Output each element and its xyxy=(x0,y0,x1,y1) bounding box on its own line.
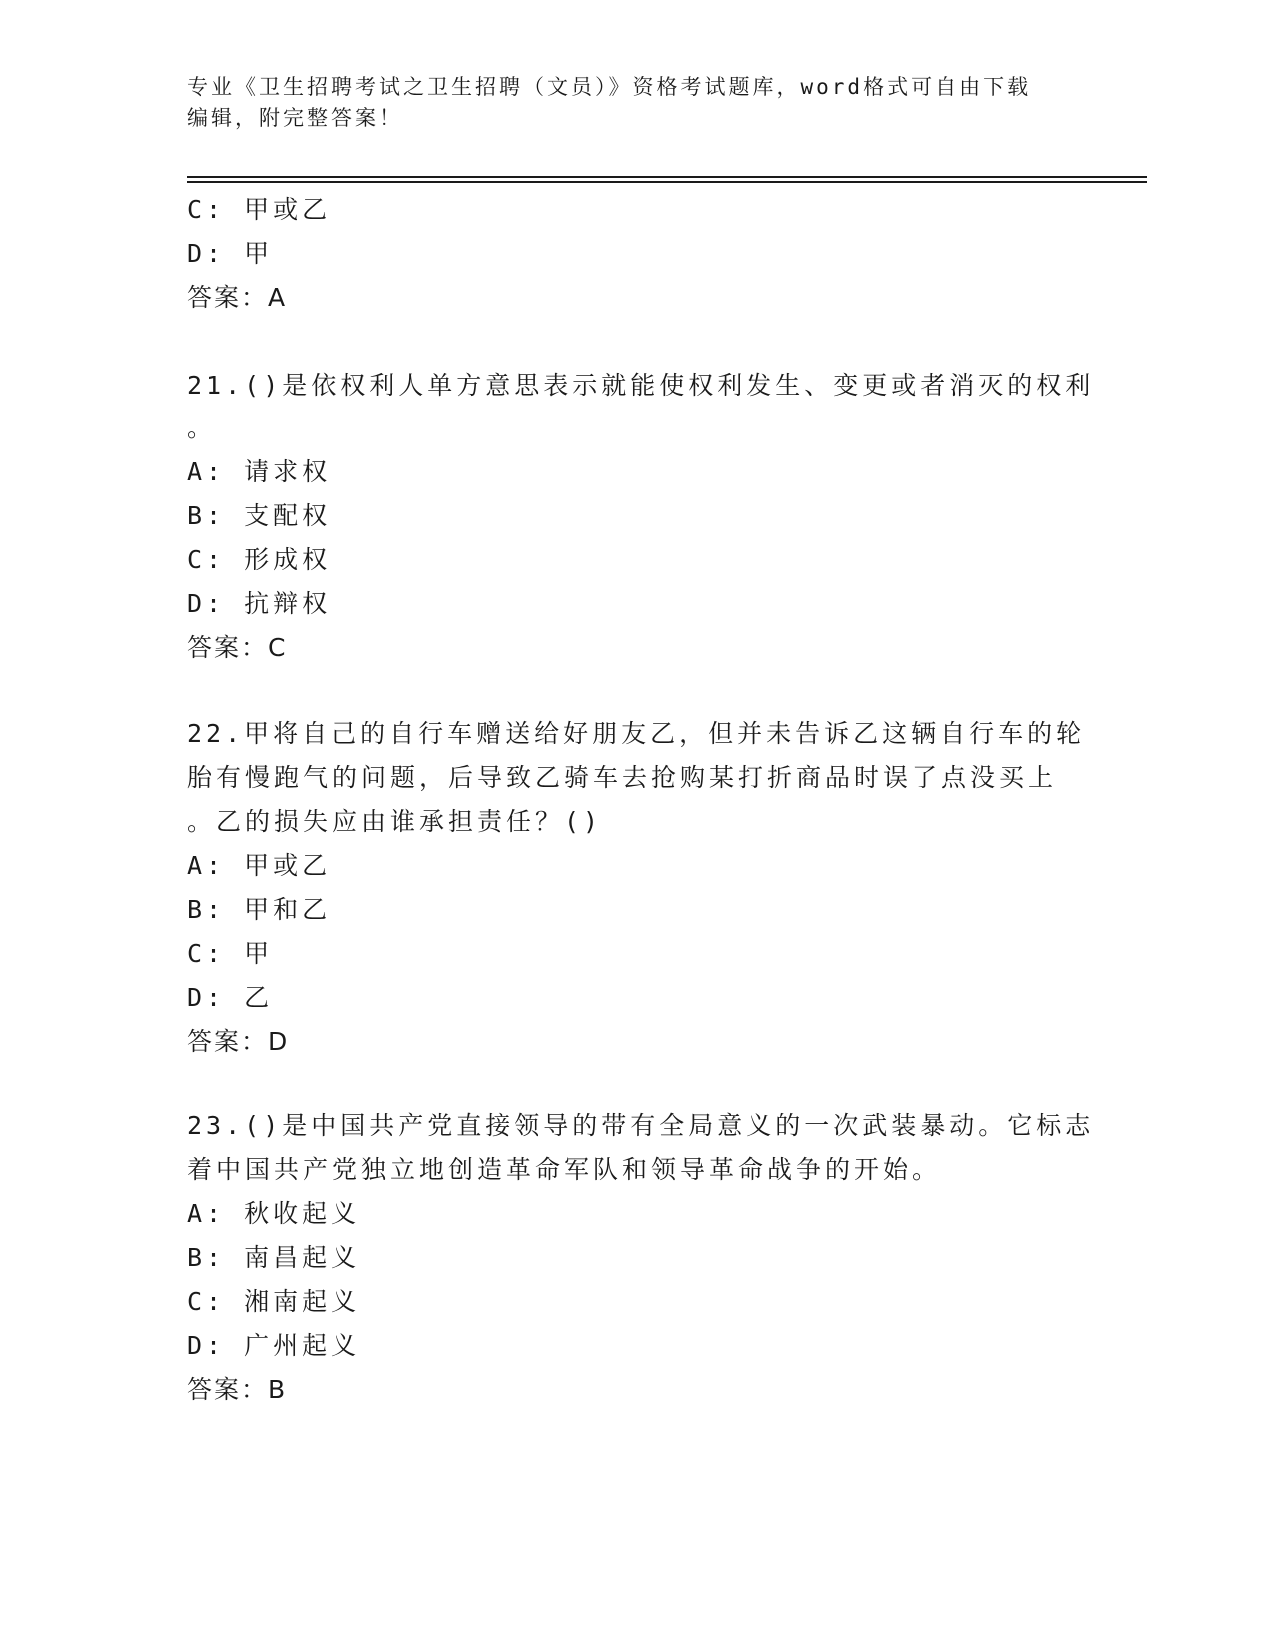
q22-option-a: A: 甲或乙 xyxy=(187,851,332,880)
header-divider-bottom xyxy=(187,181,1147,183)
header-divider-top xyxy=(187,176,1147,178)
q21-option-b: B: 支配权 xyxy=(187,501,332,530)
q22-option-c: C: 甲 xyxy=(187,939,274,968)
q20-option-c: C: 甲或乙 xyxy=(187,195,332,224)
q21-answer: 答案：C xyxy=(187,633,288,662)
q21-option-c: C: 形成权 xyxy=(187,545,332,574)
q23-option-c: C: 湘南起义 xyxy=(187,1287,361,1316)
header-line-1: 专业《卫生招聘考试之卫生招聘（文员）》资格考试题库，word格式可自由下载 xyxy=(187,75,1032,99)
q23-answer: 答案：B xyxy=(187,1375,288,1404)
q23-option-a: A: 秋收起义 xyxy=(187,1199,361,1228)
q21-stem-line-2: 。 xyxy=(187,413,217,442)
q22-stem-line-2: 胎有慢跑气的问题，后导致乙骑车去抢购某打折商品时误了点没买上 xyxy=(187,763,1058,792)
header-line-2: 编辑，附完整答案！ xyxy=(187,106,403,130)
q20-option-d: D: 甲 xyxy=(187,239,274,268)
q22-stem-line-1: 22.甲将自己的自行车赠送给好朋友乙，但并未告诉乙这辆自行车的轮 xyxy=(187,719,1086,748)
q20-answer: 答案：A xyxy=(187,283,288,312)
q23-stem-line-1: 23.()是中国共产党直接领导的带有全局意义的一次武装暴动。它标志 xyxy=(187,1111,1095,1140)
q23-stem-line-2: 着中国共产党独立地创造革命军队和领导革命战争的开始。 xyxy=(187,1155,942,1184)
q22-option-d: D: 乙 xyxy=(187,983,274,1012)
q23-option-d: D: 广州起义 xyxy=(187,1331,361,1360)
q22-option-b: B: 甲和乙 xyxy=(187,895,332,924)
q21-option-a: A: 请求权 xyxy=(187,457,332,486)
q21-stem-line-1: 21.()是依权利人单方意思表示就能使权利发生、变更或者消灭的权利 xyxy=(187,371,1095,400)
q21-option-d: D: 抗辩权 xyxy=(187,589,332,618)
q23-option-b: B: 南昌起义 xyxy=(187,1243,361,1272)
document-header xyxy=(187,72,1087,134)
q22-answer: 答案：D xyxy=(187,1027,290,1056)
q22-stem-line-3: 。乙的损失应由谁承担责任？() xyxy=(187,807,603,836)
